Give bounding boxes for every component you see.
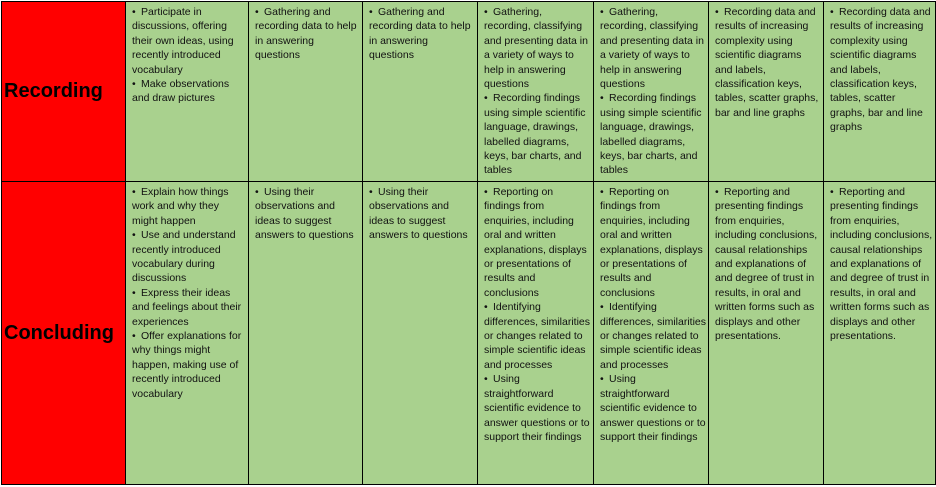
bullet-text: Gathering and recording data to help in answering questions — [369, 6, 471, 62]
bullet-icon: • — [484, 6, 488, 18]
bullet-text: Use and understand recently introduced vocabulary during discussions — [132, 229, 236, 285]
bullet-text: Recording data and results of increasing complexity using scientific diagrams and labels, classification keys, tables, scatter graphs, bar and line graphs — [715, 6, 819, 119]
bullet-list — [249, 2, 362, 63]
bullet-item — [132, 5, 246, 77]
bullet-item — [715, 185, 821, 343]
table-cell — [709, 2, 824, 182]
bullet-item — [132, 329, 246, 401]
bullet-text: Gathering, recording, classifying and presenting data in a variety of ways to help in answering questions — [600, 6, 704, 91]
bullet-item — [132, 185, 246, 228]
table-cell — [478, 182, 594, 485]
bullet-item — [132, 286, 246, 329]
bullet-item — [600, 300, 706, 372]
bullet-icon: • — [600, 301, 604, 314]
bullet-icon: • — [132, 186, 136, 198]
bullet-text: Recording data and results of increasing complexity using scientific diagrams and labels, classification keys, tables, scatter graphs, bar and line graphs — [830, 6, 931, 134]
bullet-text: Reporting on findings from enquiries, including oral and written explanations, displays or presentations of results and conclusions — [600, 186, 703, 299]
bullet-text: Reporting and presenting findings from enquiries, including conclusions, causal relationships and explanations of and degree of trust in results, in oral and written forms such as displays and other presentations. — [715, 186, 818, 343]
bullet-icon: • — [369, 186, 373, 198]
bullet-text: Reporting on findings from enquiries, including oral and written explanations, displays or presentations of results and conclusions — [484, 186, 587, 299]
bullet-item — [600, 372, 706, 444]
bullet-item — [484, 185, 591, 300]
row-header — [2, 2, 126, 182]
row-header-label: Concluding — [4, 321, 114, 344]
bullet-icon: • — [600, 6, 604, 18]
bullet-item — [715, 5, 821, 120]
bullet-item — [369, 5, 475, 63]
bullet-text: Using straightforward scientific evidence to answer questions or to support their findings — [600, 373, 706, 443]
bullet-list — [709, 182, 823, 343]
curriculum-table — [1, 1, 936, 485]
bullet-icon: • — [600, 92, 604, 105]
table-cell — [363, 182, 478, 485]
bullet-item — [830, 5, 933, 135]
bullet-text: Using their observations and ideas to suggest answers to questions — [369, 186, 468, 242]
bullet-item — [255, 185, 360, 243]
bullet-icon: • — [484, 92, 488, 105]
table-cell — [824, 2, 936, 182]
bullet-text: Using their observations and ideas to suggest answers to questions — [255, 186, 354, 242]
table-cell — [594, 182, 709, 485]
bullet-item — [132, 77, 246, 106]
bullet-item — [484, 91, 591, 177]
row-header — [2, 182, 126, 485]
bullet-list — [478, 182, 593, 444]
bullet-icon: • — [600, 373, 604, 386]
bullet-icon: • — [132, 330, 136, 343]
bullet-list — [594, 182, 708, 444]
bullet-list — [126, 182, 248, 401]
bullet-item — [369, 185, 475, 243]
bullet-text: Gathering and recording data to help in answering questions — [255, 6, 357, 62]
bullet-icon: • — [132, 6, 136, 18]
bullet-icon: • — [132, 78, 136, 91]
table-row-recording — [2, 2, 936, 182]
table-cell — [249, 182, 363, 485]
bullet-icon: • — [600, 186, 604, 198]
bullet-list — [249, 182, 362, 243]
bullet-text: Recording findings using simple scientific language, drawings, labelled diagrams, keys, bar charts, and tables — [600, 92, 702, 177]
bullet-item — [484, 372, 591, 444]
bullet-item — [255, 5, 360, 63]
bullet-icon: • — [484, 301, 488, 314]
table-cell — [709, 182, 824, 485]
table-cell — [478, 2, 594, 182]
bullet-item — [830, 185, 933, 343]
bullet-list — [824, 182, 935, 343]
bullet-text: Identifying differences, similarities or changes related to simple scientific ideas and processes — [484, 301, 591, 371]
bullet-list — [126, 2, 248, 106]
bullet-item — [600, 185, 706, 300]
bullet-icon: • — [255, 186, 259, 198]
bullet-item — [484, 5, 591, 91]
bullet-icon: • — [830, 6, 834, 18]
table-cell — [249, 2, 363, 182]
table-cell — [126, 182, 249, 485]
bullet-icon: • — [369, 6, 373, 18]
bullet-text: Gathering, recording, classifying and presenting data in a variety of ways to help in answering questions — [484, 6, 588, 91]
bullet-icon: • — [132, 286, 136, 299]
bullet-icon: • — [484, 186, 488, 198]
bullet-text: Using straightforward scientific evidence to answer questions or to support their findings — [484, 373, 590, 443]
bullet-icon: • — [255, 6, 259, 18]
bullet-text: Recording findings using simple scientific language, drawings, labelled diagrams, keys, bar charts, and tables — [484, 92, 586, 177]
bullet-icon: • — [715, 6, 719, 18]
bullet-list — [363, 2, 477, 63]
bullet-list — [363, 182, 477, 243]
table-cell — [363, 2, 478, 182]
bullet-list — [824, 2, 935, 135]
table-cell — [126, 2, 249, 182]
bullet-text: Participate in discussions, offering their own ideas, using recently introduced vocabulary — [132, 6, 234, 76]
bullet-item — [600, 91, 706, 177]
bullet-text: Explain how things work and why they might happen — [132, 186, 229, 227]
bullet-text: Reporting and presenting findings from enquiries, including conclusions, causal relationships and explanations of and degree of trust in results, in oral and written forms such as displays and other presentations. — [830, 186, 933, 343]
bullet-list — [478, 2, 593, 178]
table-cell — [594, 2, 709, 182]
bullet-list — [709, 2, 823, 120]
bullet-text: Express their ideas and feelings about their experiences — [132, 286, 242, 328]
bullet-icon: • — [830, 186, 834, 198]
bullet-item — [132, 228, 246, 286]
bullet-text: Offer explanations for why things might happen, making use of recently introduced vocabulary — [132, 330, 242, 400]
row-header-label: Recording — [4, 80, 103, 102]
bullet-item — [600, 5, 706, 91]
table-row-concluding — [2, 182, 936, 485]
table-cell — [824, 182, 936, 485]
bullet-list — [594, 2, 708, 178]
bullet-text: Make observations and draw pictures — [132, 78, 230, 105]
bullet-icon: • — [484, 373, 488, 386]
bullet-text: Identifying differences, similarities or changes related to simple scientific ideas and processes — [600, 301, 707, 371]
bullet-icon: • — [715, 186, 719, 198]
bullet-item — [484, 300, 591, 372]
bullet-icon: • — [132, 229, 136, 242]
